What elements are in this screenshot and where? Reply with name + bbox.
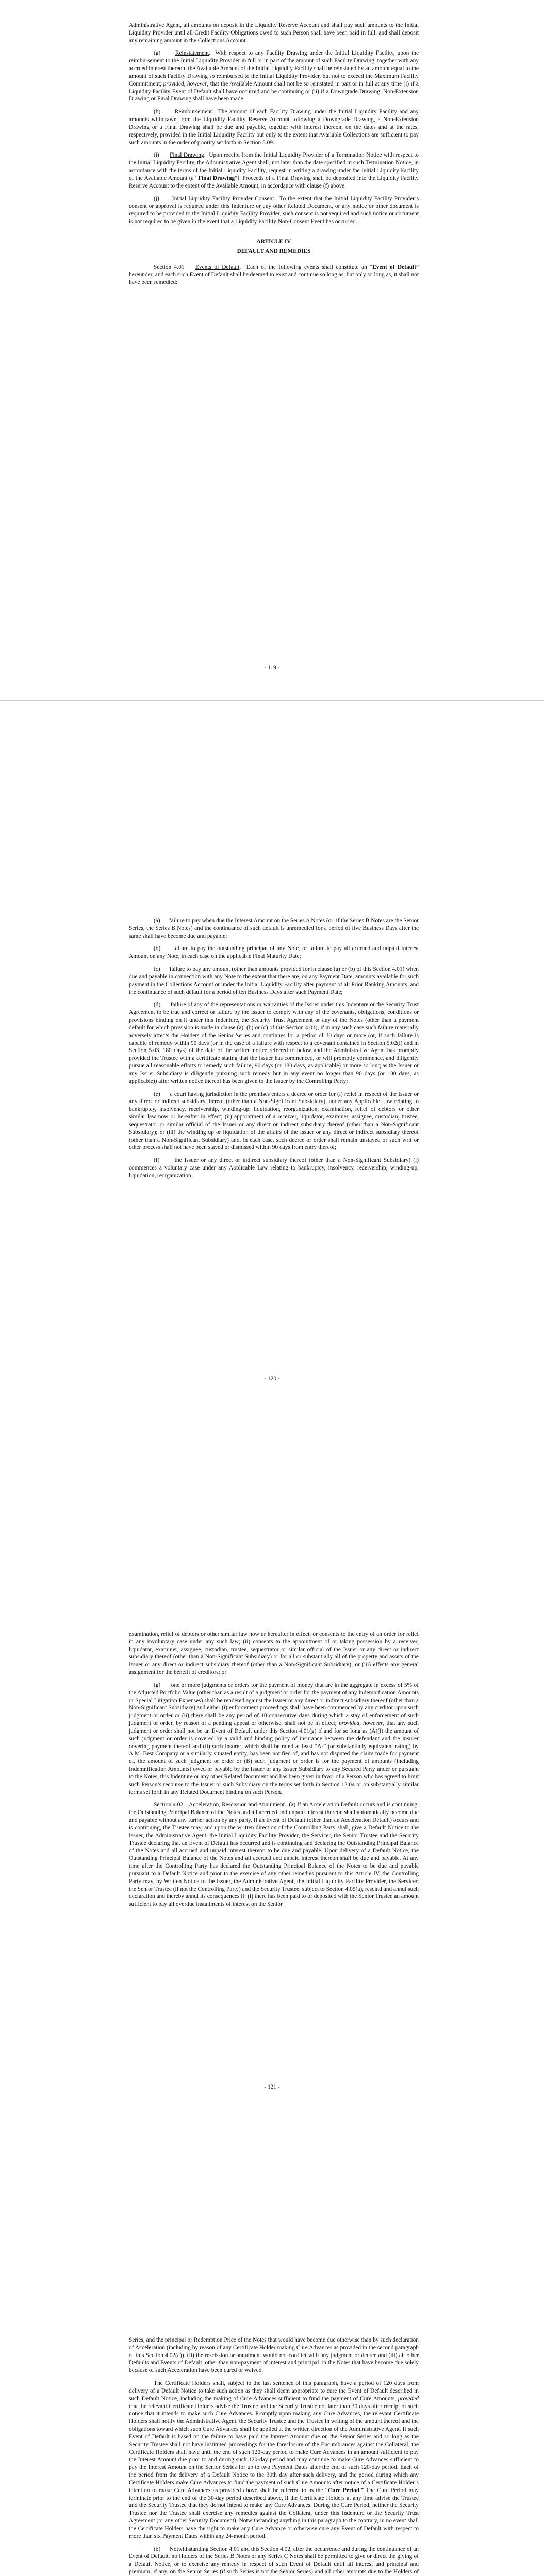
- clause-text: failure to pay any amount (other than amounts provided for in clause (a) or (b) of this Section 4.01) when due and payable in connection with any Note to the extent that there are, on any Payment Date, amounts available for such payment in the Collections Account or under the Initial Liquidity Facility after payment of all Prior Ranking Amounts, and the continuance of such default for a period of ten Business Days after such Payment Date;: [129, 966, 419, 995]
- clause-text: Upon receipt from the Initial Liquidity Provider of a Termination Notice with respect to the Initial Liquidity Facility, the Administrative Agent shall, not later than the date specified in such Termination Notice, in accordance with the terms of the Initial Liquidity Facility, request in writing a drawing under the Initial Liquidity Facility of the Available Amount (a “: [129, 152, 419, 181]
- clause-text: failure to pay when due the Interest Amount on the Series A Notes (or, if the Series B Notes are the Senior Series, the Series B Notes) and the continuance of such default is unremedied for a period of five Business Days after the same shall have become due and payable;: [129, 918, 419, 939]
- clause-label: (d): [154, 1002, 161, 1008]
- clause-text: one or more judgments or orders for the payment of money that are in the aggregate in excess of 5% of the Adjusted Portfolio Value (other than as a result of a judgment or order for the payment of any Indemnification Amounts or Special Litigation Expenses) shall be rendered against the Issuer or any direct or indirect subsidiary thereof (other than a Non-Significant Subsidiary) and either (i) enforcement proceedings shall have been commenced by any creditor upon such judgment or order or (ii) there shall be any period of 10 consecutive days during which a stay of enforcement of such judgment or order, by reason of a pending appeal or otherwise, shall not be in effect;: [129, 1682, 419, 1727]
- clause-label: (b): [154, 945, 161, 952]
- document-page-121: [0, 1414, 544, 2120]
- clause-a: [129, 917, 419, 940]
- clause-text-cont: ”). Proceeds of a Final Drawing shall be deposited into the Liquidity Facility Reserve Account to the extent of the Available Amount, in accordance with clause (f) above.: [129, 175, 419, 189]
- clause-text: To the extent that the Initial Liquidity Facility Provider’s consent or approval is required under this Indenture or any other Related Document, or any notice or other document is required to be provided to the Initial Liquidity Facility Provider, such consent is not required and such notice or document is not required to be given in the event that a Liquidity Facility Non-Consent Event has occurred.: [129, 195, 419, 225]
- clause-text: With respect to any Facility Drawing under the Initial Liquidity Facility, upon the reimbursement to the Initial Liquidity Provider in full or in part of the amount of such Facility Drawing, together with any accrued interest thereon, the Available Amount of the Initial Liquidity Facility shall be reinstated by an amount equal to the amount of such Facility Drawing so reimbursed to the Initial Liquidity Provider, but not to exceed the Maximum Facility Commitment;: [129, 50, 419, 87]
- clause-g-judgments: [129, 1682, 419, 1796]
- section-heading: Events of Default: [195, 264, 240, 270]
- page-number: - 119 -: [264, 665, 280, 671]
- clause-label: (a): [154, 918, 160, 924]
- paragraph-text-cont: that the relevant Certificate Holders advise the Trustee and the Security Trustee not later than 30 days after receipt of such notice that it intends to make such Cure Advances. Promptly upon making any Cure Advances, the relevant Certificate Holders shall notify the Administrative Agent, the Security Trustee and the Trustee in writing of the amount thereof and the obligations toward which such Cure Advances shall be applied at the written direction of the Administrative Agent. If such Event of Default is based on the failure to have paid the Interest Amount due on the Senior Series and so long as the Security Trustee shall not have instituted proceedings for the foreclosure of the Encumbrances against the Collateral, the Certificate Holders shall have until the end of such 120-day period to make Cure Advances in an amount sufficient to pay the Interest Amount due prior to and during such 120-day period and may continue to make Cure Advances sufficient to pay the Interest Amount on the Senior Series for up to two Payment Dates after the end of such 120-day period. Each of the period from the delivery of a Default Notice to the 30th day after such delivery, and the period during which any Certificate Holders make Cure Advances to fund the payment of such Cure Amounts after notice of a Certificate Holder’s intention to make Cure Advances as provided above shall be referred to as the “: [129, 2403, 419, 2494]
- clause-text: Notwithstanding Section 4.01 and this Section 4.02, after the occurrence and during the continuance of an Event of Default, no Holders of the Series B Notes or any Series C Notes shall be permitted to give or direct the giving of a Default Notice, or to exercise any remedy in respect of such Event of Default until all interest and principal and premium, if any, on the Senior Series (if such Series is not the Senior Series) and all other amounts due to the Holders of: [129, 2546, 419, 2575]
- clause-label: (h): [154, 109, 161, 115]
- clause-g-reinstatement: (g) Reinstatement. With respect to any Facility Drawing under the Initial Liquidity Facility, upon the reimbursement to the Initial Liquidity Provider in full or in part of the amount of such Facility Drawing, together with any accrued interest thereon, the Available Amount of the Initial Liquidity Facility shall be reinstated by an amount equal to the amount of such Facility Drawing so reimbursed to the Initial Liquidity Provider, but not to exceed the Maximum Facility Commitment; provided, however, that the Available Amount shall not be so reinstated in part or in full at any time (i) if a Liquidity Facility Event of Default shall have occurred and be continuing or (ii) if a Downgrade Drawing, Non-Extension Drawing or Final Drawing shall have been made.: [129, 50, 419, 103]
- article-title: DEFAULT AND REMEDIES: [237, 248, 311, 255]
- document-page-120: [0, 701, 544, 1414]
- clause-text-cont: , that the Available Amount shall not be so reinstated in part or in full at any time (i) if a Liquidity Facility Event of Default shall have occurred and be continuing or (ii) if a Downgrade Drawing, Non-Extension Drawing or Final Drawing shall have been made.: [129, 80, 419, 103]
- clause-text: failure to pay the outstanding principal of any Note, or failure to pay all accrued and unpaid Interest Amount on any Note, in each case on the applicable Final Maturity Date;: [129, 945, 419, 960]
- section-text: Each of the following events shall constitute an “: [246, 264, 373, 270]
- clause-d: [129, 1001, 419, 1085]
- clause-label: (g): [154, 1682, 161, 1688]
- paragraph-text-end: .” The Cure Period may terminate prior to the end of the 30-day period described above, if the Certificate Holders at any time advise the Trustee and the Security Trustee that they do not intend to make any Cure Advances. During the Cure Period, neither the Security Trustee nor the Trustee shall exercise any remedies against the Collateral under this Indenture or the Security Trust Agreement (or any other Security Document). Notwithstanding anything in this paragraph to the contrary, in no event shall the Certificate Holders have the right to make any Cure Advance or otherwise cure any Event of Default with respect to more than six Payment Dates within any 24-month period.: [129, 2487, 419, 2539]
- section-4-01: Section 4.01 Events of Default. Each of the following events shall constitute an “Event of Default” hereunder, and each such Event of Default shall be deemed to exist and continue so long as, but only so long as, it shall not have been remedied:: [129, 264, 419, 286]
- document-page-119: [0, 0, 544, 701]
- page-number: - 120 -: [264, 1376, 280, 1382]
- clause-f-continued: examination, relief of debtors or other similar law now or hereafter in effect, or consents to the entry of an order for relief in any involuntary case under any such law; (ii) consents to the appointment of or taking possession by a receiver, liquidator, examiner, assignee, custodian, trustee, sequestrator or similar official of the Issuer or any direct or indirect subsidiary thereof (other than a Non-Significant Subsidiary) or for all or substantially all of the property and assets of the Issuer or any direct or indirect subsidiary thereof (other than a Non-Significant Subsidiary); or (iii) effects any general assignment for the benefit of creditors; or: [129, 1631, 419, 1676]
- paragraph-continued: Administrative Agent, all amounts on deposit in the Liquidity Reserve Account and shall pay such amounts to the Initial Liquidity Provider until all Credit Facility Obligations owed to such Person shall have been paid in full, and shall deposit any remaining amount in the Collections Account.: [129, 22, 419, 44]
- clause-label: (c): [154, 966, 160, 973]
- page-body: [129, 2336, 419, 2576]
- page-body: [129, 22, 419, 292]
- section-heading: Acceleration, Rescission and Annulment: [189, 1802, 285, 1808]
- clause-text: a court having jurisdiction in the premises enters a decree or order for (i) relief in respect of the Issuer or any direct or indirect subsidiary thereof (other than a Non-Significant Subsidiary), under any Applicable Law relating to bankruptcy, insolvency, receivership, winding-up, liquidation, reorganization, examination, relief of debtors or other similar law now or hereafter in effect; (ii) appointment of a receiver, liquidator, examiner, assignee, custodian, trustee, sequestrator or similar official of the Issuer or any direct or indirect subsidiary thereof (other than a Non-Significant Subsidiary); or (iii) the winding up or liquidation of the affairs of the Issuer or any direct or indirect subsidiary thereof (other than a Non-Significant Subsidiary) and, in each case, such decree or order shall remain unstayed or such writ or other process shall not have been stayed or dismissed within 90 days from entry thereof;: [129, 1091, 419, 1151]
- section-number: Section 4.02: [154, 1802, 184, 1808]
- cure-period-paragraph: [129, 2380, 419, 2540]
- clause-heading: Initial Liquidity Facility Provider Consent: [172, 195, 274, 202]
- section-text-cont: ” hereunder, and each such Event of Default shall be deemed to exist and continue so long as, but only so long as, it shall not have been remedied:: [129, 264, 419, 286]
- defined-term: Final Drawing: [198, 175, 235, 181]
- provided-term: provided, however: [339, 1720, 383, 1727]
- clause-label: (f): [154, 1157, 160, 1164]
- provided-term: provided: [398, 2395, 419, 2402]
- clause-i-final-drawing: (i) Final Drawing. Upon receipt from the Initial Liquidity Provider of a Termination Notice with respect to the Initial Liquidity Facility, the Administrative Agent shall, not later than the date specified in such Termination Notice, in accordance with the terms of the Initial Liquidity Facility, request in writing a drawing under the Initial Liquidity Facility of the Available Amount (a “Final Drawing”). Proceeds of a Final Drawing shall be deposited into the Liquidity Facility Reserve Account to the extent of the Available Amount, in accordance with clause (f) above.: [129, 152, 419, 189]
- clause-heading: Reimbursement: [174, 109, 212, 115]
- defined-term: Event of Default: [372, 264, 416, 270]
- page-body: [129, 1631, 419, 1913]
- clause-text: The amount of each Facility Drawing under the Initial Liquidity Facility and any amounts withdrawn from the Liquidity Facility Reserve Account following a Downgrade Drawing, a Non-Extension Drawing or a Final Drawing shall be due and payable, together with interest thereon, on the dates and at the rates, respectively, provided in the Initial Liquidity Facility but only to the extent that Available Collections are sufficient to pay such amounts in the order of priority set forth in Section 3.09.: [129, 109, 419, 146]
- clause-c: [129, 965, 419, 996]
- page-number: - 121 -: [264, 2084, 280, 2090]
- clause-h-reimbursement: (h) Reimbursement. The amount of each Facility Drawing under the Initial Liquidity Facility and any amounts withdrawn from the Liquidity Facility Reserve Account following a Downgrade Drawing, a Non-Extension Drawing or a Final Drawing shall be due and payable, together with interest thereon, on the dates and at the rates, respectively, provided in the Initial Liquidity Facility but only to the extent that Available Collections are sufficient to pay such amounts in the order of priority set forth in Section 3.09.: [129, 109, 419, 146]
- clause-label: (j): [154, 195, 159, 202]
- clause-e: [129, 1091, 419, 1152]
- clause-text-cont: , that any such judgment or order shall not be an Event of Default under this Section 4.01(g) if and for so long as (A)(i) the amount of such judgment or order is covered by a valid and binding policy of insurance between the defendant and the insurer covering payment thereof and (ii) such insurer, which shall be rated at least “A-” (or substantially equivalent rating) by A.M. Best Company or a similarly situated entity, has been notified of, and has not disputed the claim made for payment of, the amount of such judgment or order or (B) such judgment or order is for the payment of amounts (including Indemnification Amounts) owed or payable by the Issuer or any Issuer Subsidiary to any Secured Party under or pursuant to the Notes, this Indenture or any other Related Document and has been given in favor of a Person who has agreed to limit such Person’s recourse to the Issuer or such Subsidiary on the terms set forth in Section 12.04 or on substantially similar terms set forth in any Related Document binding on such Person.: [129, 1720, 419, 1795]
- clause-label: (e): [154, 1091, 160, 1097]
- clause-label: (g): [154, 50, 161, 57]
- section-text: (a) If an Acceleration Default occurs and is continuing, the Outstanding Principal Balance of the Notes and all accrued and unpaid interest thereon shall automatically become due and payable without any further action by any party. If an Event of Default (other than an Acceleration Default) occurs and is continuing, the Trustee may, and upon the written direction of the Controlling Party shall, give a Default Notice to the Issuer, the Administrative Agent, the Initial Liquidity Facility Provider, the Servicer, the Senior Trustee and the Security Trustee declaring that an Event of Default has occurred and is continuing and declaring the Outstanding Principal Balance of the Notes and all accrued and unpaid interest thereon to be due and payable. Upon delivery of a Default Notice, the Outstanding Principal Balance of the Notes and all accrued and unpaid interest thereon shall be due and payable. At any time after the Controlling Party has declared the Outstanding Principal Balance of the Notes to be due and payable pursuant to a Default Notice and prior to the exercise of any other remedies pursuant to this Article IV, the Controlling Party may, by Written Notice to the Issuer, the Administrative Agent, the Initial Liquidity Facility Provider, the Servicer, the Senior Trustee (if not the Controlling Party) and the Security Trustee, subject to Section 4.05(a), rescind and annul such declaration and thereby annul its consequences if: (i) there has been paid to or deposited with the Senior Trustee an amount sufficient to pay all overdue installments of interest on the Senior: [129, 1802, 419, 1908]
- section-4-02-continued: Series, and the principal or Redemption Price of the Notes that would have become due otherwise than by such declaration of Acceleration (including by reason of any Certificate Holder making Cure Advances as provided in the second paragraph of this Section 4.02(a)), (ii) the rescission or annulment would not conflict with any judgment or decree and (iii) all other Defaults and Events of Default, other than non-payment of interest and principal on the Notes that have become due solely because of such Acceleration have been cured or waived.: [129, 2337, 419, 2374]
- clause-heading: Reinstatement: [175, 50, 209, 57]
- page-body: [129, 917, 419, 1185]
- clause-label: (i): [154, 152, 159, 159]
- provided-term: provided, however: [163, 80, 207, 87]
- article-number: ARTICLE IV: [256, 238, 291, 245]
- clause-f: [129, 1157, 419, 1179]
- paragraph-text: The Certificate Holders shall, subject to the last sentence of this paragraph, have a period of 120 days from delivery of a Default Notice to take such action as they shall deem appropriate to cure the Event of Default described in such Default Notice, including the making of Cure Advances sufficient to fund the payment of Cure Amounts,: [129, 2380, 419, 2402]
- clause-b-notwithstanding: [129, 2546, 419, 2576]
- section-number: Section 4.01: [154, 264, 185, 270]
- document-page-122: [0, 2120, 544, 2576]
- defined-term: Cure Period: [327, 2487, 360, 2494]
- clause-j-provider-consent: (j) Initial Liquidity Facility Provider Consent. To the extent that the Initial Liquidity Facility Provider’s consent or approval is required under this Indenture or any other Related Document, or any notice or other document is required to be provided to the Initial Liquidity Facility Provider, such consent is not required and such notice or document is not required to be given in the event that a Liquidity Facility Non-Consent Event has occurred.: [129, 195, 419, 225]
- clause-text: failure of any of the representations or warranties of the Issuer under this Indenture or the Security Trust Agreement to be true and correct or failure by the Issuer to comply with any of the covenants, obligations, conditions or provisions binding on it under this Indenture, the Security Trust Agreement or any of the Notes (other than a payment default for which provision is made in clause (a), (b) or (c) of this Section 4.01), if in any such case such failure materially adversely affects the Holders of the Senior Series and continues for a period of 30 days or more (or, if such failure is capable of remedy within 90 days (or in the case of a failure with respect to a covenant contained in Section 5.02(i) and in Section 5.03, 180 days) of the date of the written notice referred to below and the Administrative Agent has promptly provided the Trustee with a certificate stating that the Issuer has commenced, or will promptly commence, and diligently pursue all reasonable efforts to remedy such failure, 90 days (or 180 days, as applicable) or more so long as the Issuer or any Issuer Subsidiary is diligently pursuing such remedy but in any event no longer than 90 days (or 180 days, as applicable)) after written notice thereof has been given to the Issuer by the Controlling Party;: [129, 1002, 419, 1084]
- section-4-02: Section 4.02 Acceleration, Rescission and Annulment. (a) If an Acceleration Default occurs and is continuing, the Outstanding Principal Balance of the Notes and all accrued and unpaid interest thereon shall automatically become due and payable without any further action by any party. If an Event of Default (other than an Acceleration Default) occurs and is continuing, the Trustee may, and upon the written direction of the Controlling Party shall, give a Default Notice to the Issuer, the Administrative Agent, the Initial Liquidity Facility Provider, the Servicer, the Senior Trustee and the Security Trustee declaring that an Event of Default has occurred and is continuing and declaring the Outstanding Principal Balance of the Notes and all accrued and unpaid interest thereon to be due and payable. Upon delivery of a Default Notice, the Outstanding Principal Balance of the Notes and all accrued and unpaid interest thereon shall be due and payable. At any time after the Controlling Party has declared the Outstanding Principal Balance of the Notes to be due and payable pursuant to a Default Notice and prior to the exercise of any other remedies pursuant to this Article IV, the Controlling Party may, by Written Notice to the Issuer, the Administrative Agent, the Initial Liquidity Facility Provider, the Servicer, the Senior Trustee (if not the Controlling Party) and the Security Trustee, subject to Section 4.05(a), rescind and annul such declaration and thereby annul its consequences if: (i) there has been paid to or deposited with the Senior Trustee an amount sufficient to pay all overdue installments of interest on the Senior: [129, 1802, 419, 1908]
- clause-text: the Issuer or any direct or indirect subsidiary thereof (other than a Non-Significant Subsidiary) (i) commences a voluntary case under any Applicable Law relating to bankruptcy, insolvency, receivership, winding-up, liquidation, reorganization,: [129, 1157, 419, 1179]
- clause-label: (b): [154, 2546, 161, 2552]
- clause-b: [129, 945, 419, 960]
- clause-heading: Final Drawing: [170, 152, 204, 159]
